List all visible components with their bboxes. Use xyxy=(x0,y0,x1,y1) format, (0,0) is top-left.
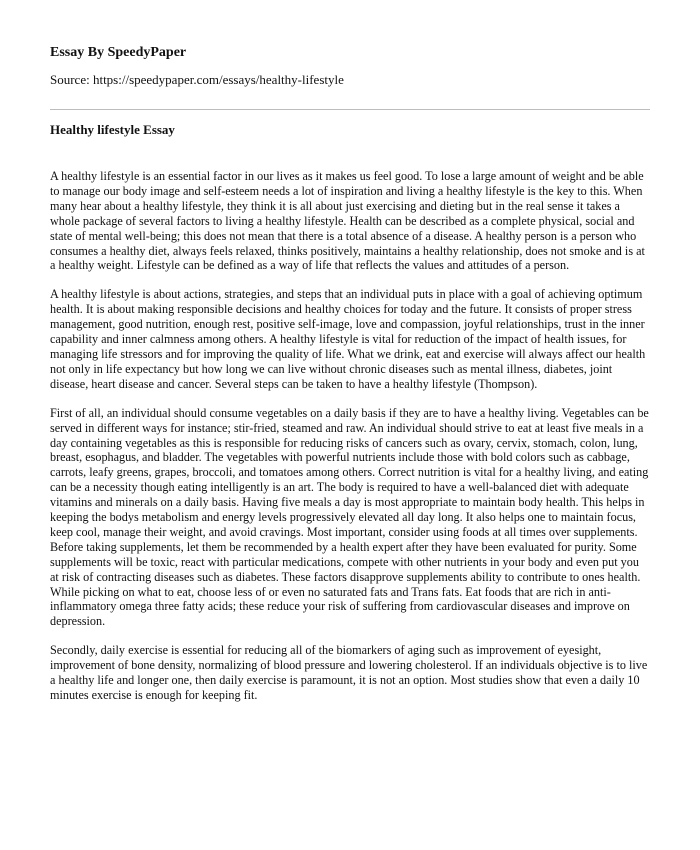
paragraph-1: A healthy lifestyle is an essential factor in our lives as it makes us feel good. To lose a large amount of weight and be able to manage our body image and self-esteem needs a lot of inspiration and living a healthy lifestyle is the key to this. When many hear about a healthy lifestyle, they think it is all about just exercising and dieting but in the real sense it takes a whole package of several factors to living a healthy lifestyle. Health can be described as a complete physical, social and state of mental well-being; this does not mean that there is a total absence of a disease. A healthy person is a person who consumes a healthy diet, always feels relaxed, thinks positively, maintains a healthy relationship, does not smoke and is at a healthy weight. Lifestyle can be defined as a way of life that reflects the values and attitudes of a person. xyxy=(50,169,645,273)
essay-brand: Essay By SpeedyPaper xyxy=(50,45,187,60)
paragraph-2: A healthy lifestyle is about actions, strategies, and steps that an individual puts in place with a goal of achieving optimum health. It is about making responsible decisions and healthy choices for today and the future. It consists of proper stress management, good nutrition, enough rest, positive self-image, love and compassion, joyful relationships, trust in the inner capability and inner calmness among others. A healthy lifestyle is vital for reduction of the impact of health issues, for managing life stressors and for improving the quality of life. What we drink, eat and exercise will always affect our health not only in life expectancy but how long we can live without chronic diseases such as mental illness, diabetes, joint disease, heart disease and cancer. Several steps can be taken to have a healthy lifestyle (Thompson). xyxy=(50,287,646,391)
source-line: Source: https://speedypaper.com/essays/healthy-lifestyle xyxy=(50,72,344,87)
paragraph-3: First of all, an individual should consume vegetables on a daily basis if they are to have a healthy living. Vegetables can be served in different ways for instance; stir-fried, steamed and raw. An individual should strive to eat at least five meals in a day containing vegetables as this is responsible for reducing risks of cancers such as ovary, cervix, stomach, colon, lung, breast, esophagus, and bladder. The vegetables with powerful nutrients include those with bold colors such as cabbage, carrots, leafy greens, grapes, broccoli, and tomatoes among others. Correct nutrition is vital for a healthy living, and eating can be a necessity though eating intelligently is an art. The body is required to have a well-balanced diet with adequate vitamins and minerals on a daily basis. Having five meals a day is most appropriate to maintain body health. This helps in keeping the bodys metabolism and energy levels progressively elevated all day long. It also helps one to maintain focus, keep cool, manage their weight, and avoid cravings. Most important, consider using foods at all times over supplements. Before taking supplements, let them be recommended by a health expert after they have been evaluated for purity. Some supplements will be toxic, react with particular medications, compete with other nutrients in your body and even put you at risk of contracting diseases such as diabetes. These factors disapprove supplements ability to contribute to ones health. While picking on what to eat, choose less of or even no saturated fats and Trans fats. Eat foods that are rich in anti-inflammatory omega three fatty acids; these reduce your risk of suffering from cardiovascular diseases and improve on depression. xyxy=(50,405,649,629)
paragraph-4: Secondly, daily exercise is essential for reducing all of the biomarkers of aging such as improvement of eyesight, improvement of bone density, normalizing of blood pressure and lowering cholesterol. If an individuals objective is to live a healthy life and longer one, then daily exercise is paramount, it is not an option. Most studies show that even a daily 10 minutes exercise is enough for keeping fit. xyxy=(50,643,648,702)
essay-body xyxy=(50,169,650,717)
header-divider xyxy=(50,109,650,110)
essay-title: Healthy lifestyle Essay xyxy=(50,122,175,137)
